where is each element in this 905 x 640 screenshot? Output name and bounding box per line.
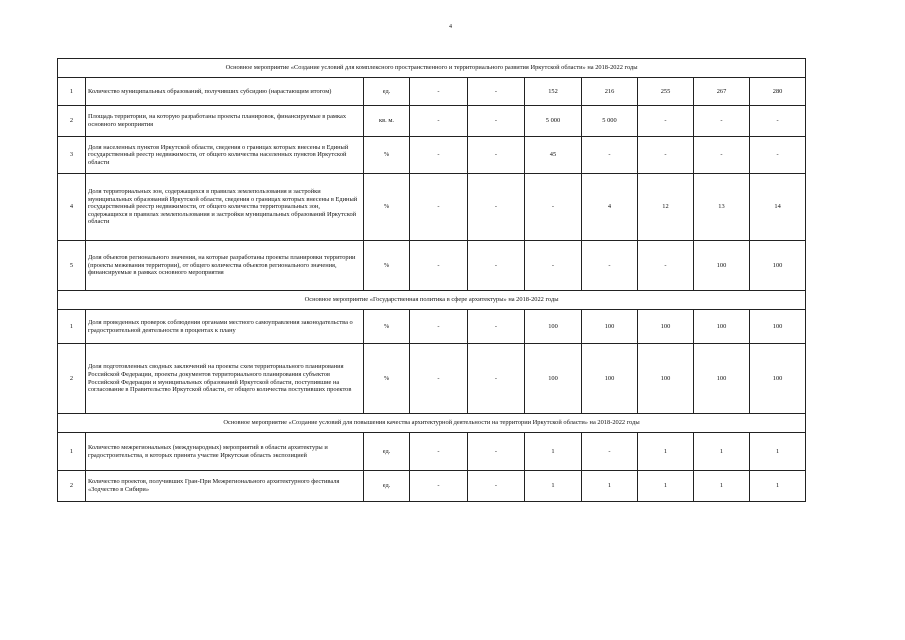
value-cell: 4 <box>582 174 638 241</box>
value-cell: - <box>638 106 694 137</box>
unit-cell: ед. <box>364 78 410 106</box>
value-cell: - <box>468 471 525 502</box>
value-cell: 1 <box>582 471 638 502</box>
value-cell: - <box>468 310 525 344</box>
unit-cell: % <box>364 310 410 344</box>
value-cell: - <box>410 241 468 291</box>
value-cell: - <box>750 137 806 174</box>
row-number: 1 <box>58 433 86 471</box>
value-cell: 100 <box>750 310 806 344</box>
unit-cell: % <box>364 241 410 291</box>
value-cell: - <box>750 106 806 137</box>
value-cell: - <box>410 78 468 106</box>
value-cell: - <box>582 241 638 291</box>
row-number: 1 <box>58 78 86 106</box>
value-cell: - <box>694 106 750 137</box>
value-cell: - <box>525 241 582 291</box>
value-cell: 100 <box>525 310 582 344</box>
value-cell: 5 000 <box>582 106 638 137</box>
value-cell: 100 <box>694 241 750 291</box>
value-cell: 255 <box>638 78 694 106</box>
value-cell: - <box>410 433 468 471</box>
table-row <box>58 78 806 106</box>
table-row <box>58 310 806 344</box>
value-cell: 1 <box>525 471 582 502</box>
table-row <box>58 241 806 291</box>
indicator-name: Доля территориальных зон, содержащихся в правилах землепользования и застройки муниципальных образований Иркутской области, сведения о границах которых внесены в Единый государственный реестр недвижимости, от общего количества территориальных зон, содержащихся в правилах землепользования и застройки муниципальных образований Иркутской области <box>86 174 364 241</box>
unit-cell: ед. <box>364 433 410 471</box>
value-cell: 45 <box>525 137 582 174</box>
value-cell: - <box>468 106 525 137</box>
value-cell: 100 <box>525 344 582 414</box>
value-cell: 152 <box>525 78 582 106</box>
page-number: 4 <box>449 24 452 30</box>
value-cell: - <box>410 471 468 502</box>
table-row <box>58 471 806 502</box>
value-cell: 100 <box>582 344 638 414</box>
unit-cell: % <box>364 174 410 241</box>
value-cell: - <box>468 78 525 106</box>
row-number: 2 <box>58 106 86 137</box>
indicator-name: Количество проектов, получивших Гран-При Межрегионального архитектурного фестиваля «Зодчество в Сибири» <box>86 471 364 502</box>
section-title: Основное мероприятие «Государственная политика в сфере архитектуры» на 2018-2022 годы <box>58 291 806 310</box>
value-cell: - <box>410 310 468 344</box>
value-cell: 5 000 <box>525 106 582 137</box>
value-cell: 267 <box>694 78 750 106</box>
value-cell: 1 <box>638 471 694 502</box>
value-cell: 100 <box>638 344 694 414</box>
value-cell: 1 <box>525 433 582 471</box>
value-cell: 100 <box>582 310 638 344</box>
indicator-name: Доля проведенных проверок соблюдения органами местного самоуправления законодательства о градостроительной деятельности в процентах к плану <box>86 310 364 344</box>
value-cell: 280 <box>750 78 806 106</box>
value-cell: - <box>582 137 638 174</box>
value-cell: 1 <box>638 433 694 471</box>
value-cell: 100 <box>750 241 806 291</box>
value-cell: - <box>410 106 468 137</box>
value-cell: 14 <box>750 174 806 241</box>
row-number: 5 <box>58 241 86 291</box>
section-title: Основное мероприятие «Создание условий для повышения качества архитектурной деятельности на территории Иркутской области» на 2018-2022 годы <box>58 414 806 433</box>
table-row <box>58 137 806 174</box>
value-cell: - <box>468 241 525 291</box>
value-cell: 1 <box>750 471 806 502</box>
value-cell: - <box>468 174 525 241</box>
value-cell: 1 <box>694 471 750 502</box>
value-cell: - <box>410 174 468 241</box>
unit-cell: % <box>364 344 410 414</box>
value-cell: - <box>468 137 525 174</box>
row-number: 2 <box>58 344 86 414</box>
table-row <box>58 344 806 414</box>
row-number: 1 <box>58 310 86 344</box>
value-cell: 13 <box>694 174 750 241</box>
table-row <box>58 106 806 137</box>
value-cell: - <box>638 137 694 174</box>
unit-cell: % <box>364 137 410 174</box>
table-row <box>58 433 806 471</box>
indicators-table <box>57 58 806 502</box>
indicator-name: Доля объектов регионального значения, на которые разработаны проекты планировки территории (проекты межевания территории), от общего количества объектов регионального значения, финансируемые в рамках основного мероприятия <box>86 241 364 291</box>
value-cell: 12 <box>638 174 694 241</box>
section-header <box>58 291 806 310</box>
value-cell: - <box>582 433 638 471</box>
row-number: 3 <box>58 137 86 174</box>
value-cell: 100 <box>694 344 750 414</box>
value-cell: - <box>468 344 525 414</box>
value-cell: 100 <box>750 344 806 414</box>
section-title: Основное мероприятие «Создание условий для комплексного пространственного и территориального развития Иркутской области» на 2018-2022 годы <box>58 59 806 78</box>
value-cell: 100 <box>694 310 750 344</box>
unit-cell: кв. м. <box>364 106 410 137</box>
table-row <box>58 174 806 241</box>
row-number: 2 <box>58 471 86 502</box>
section-header <box>58 59 806 78</box>
indicator-name: Количество межрегиональных (международных) мероприятий в области архитектуры и градостроительства, в которых принята участие Иркутская область экспозицией <box>86 433 364 471</box>
value-cell: - <box>694 137 750 174</box>
value-cell: - <box>638 241 694 291</box>
value-cell: 216 <box>582 78 638 106</box>
section-header <box>58 414 806 433</box>
value-cell: - <box>468 433 525 471</box>
value-cell: 1 <box>694 433 750 471</box>
unit-cell: ед. <box>364 471 410 502</box>
row-number: 4 <box>58 174 86 241</box>
indicator-name: Доля населенных пунктов Иркутской области, сведения о границах которых внесены в Единый государственный реестр недвижимости, от общего количества населенных пунктов Иркутской области <box>86 137 364 174</box>
value-cell: 100 <box>638 310 694 344</box>
indicator-name: Площадь территории, на которую разработаны проекты планировок, финансируемые в рамках основного мероприятия <box>86 106 364 137</box>
value-cell: - <box>410 344 468 414</box>
value-cell: - <box>525 174 582 241</box>
value-cell: 1 <box>750 433 806 471</box>
indicator-name: Доля подготовленных сводных заключений на проекты схем территориального планирования Российской Федерации, проекты документов территориального планирования субъектов Российской Федерации и муниципальных образований Иркутской области, поступившие на согласование в Правительство Иркутской области, от общего количества поступивших проектов <box>86 344 364 414</box>
value-cell: - <box>410 137 468 174</box>
indicator-name: Количество муниципальных образований, получивших субсидию (нарастающим итогом) <box>86 78 364 106</box>
